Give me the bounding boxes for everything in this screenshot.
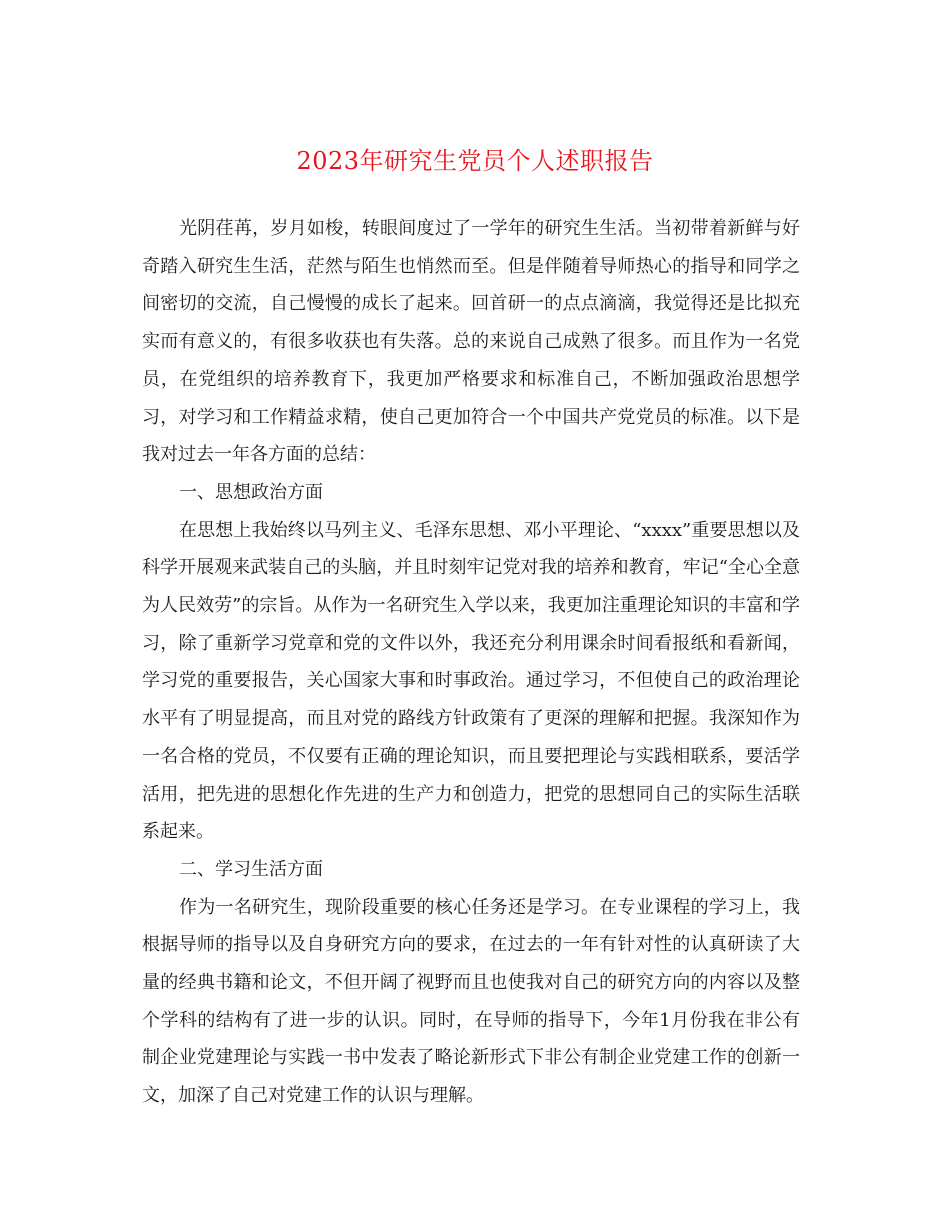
paragraph-ideology: 在思想上我始终以马列主义、毛泽东思想、邓小平理论、“xxxx”重要思想以及科学开展观来武装自己的头脑，并且时刻牢记党对我的培养和教育，牢记“全心全意为人民效劳”的宗旨。从作为一名研究生入学以来，我更加注重理论知识的丰富和学习，除了重新学习党章和党的文件以外，我还充分利用课余时间看报纸和看新闻，学习党的重要报告，关心国家大事和时事政治。通过学习，不但使自己的政治理论水平有了明显提高，而且对党的路线方针政策有了更深的理解和把握。我深知作为一名合格的党员，不仅要有正确的理论知识，而且要把理论与实践相联系，要活学活用，把先进的思想化作先进的生产力和创造力，把党的思想同自己的实际生活联系起来。: [142, 519, 800, 843]
document-title: 2023年研究生党员个人述职报告: [296, 147, 654, 175]
paragraph-study: 作为一名研究生，现阶段重要的核心任务还是学习。在专业课程的学习上，我根据导师的指导以及自身研究方向的要求，在过去的一年有针对性的认真研读了大量的经典书籍和论文，不但开阔了视野而且也使我对自己的研究方向的内容以及整个学科的结构有了进一步的认识。同时，在导师的指导下，今年1月份我在非公有制企业党建理论与实践一书中发表了略论新形式下非公有制企业党建工作的创新一文，加深了自己对党建工作的认识与理解。: [142, 896, 800, 1107]
document-body: [142, 210, 800, 1115]
section-heading-ideology: 一、思想政治方面: [179, 481, 323, 503]
paragraph-intro: 光阴荏苒，岁月如梭，转眼间度过了一学年的研究生生活。当初带着新鲜与好奇踏入研究生生活，茫然与陌生也悄然而至。但是伴随着导师热心的指导和同学之间密切的交流，自己慢慢的成长了起来。回首研一的点点滴滴，我觉得还是比拟充实而有意义的，有很多收获也有失落。总的来说自己成熟了很多。而且作为一名党员，在党组织的培养教育下，我更加严格要求和标准自己，不断加强政治思想学习，对学习和工作精益求精，使自己更加符合一个中国共产党党员的标准。以下是我对过去一年各方面的总结：: [142, 218, 800, 466]
section-heading-study: 二、学习生活方面: [179, 858, 323, 880]
